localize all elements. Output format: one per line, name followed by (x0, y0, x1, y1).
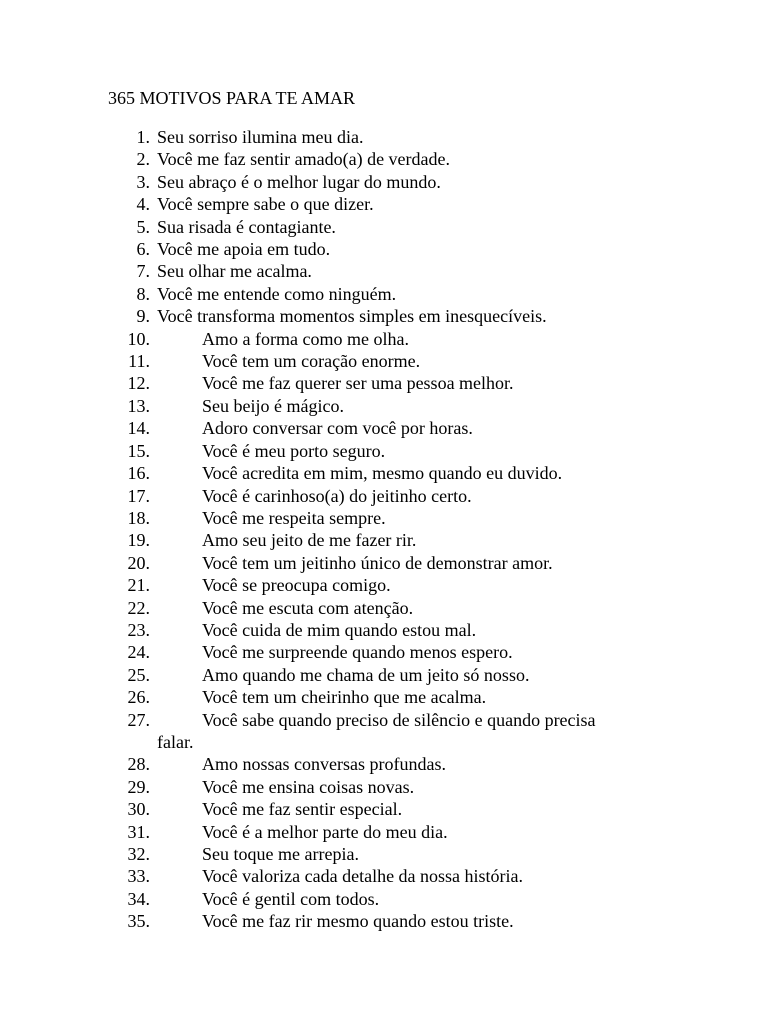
list-item-number: 5. (136, 216, 150, 237)
list-item-text: Seu sorriso ilumina meu dia. (157, 127, 364, 147)
list-item-text: Você cuida de mim quando estou mal. (202, 619, 477, 640)
list-item-text-continuation: falar. (157, 731, 194, 752)
list-item (0, 440, 768, 462)
list-item-number: 11. (128, 351, 150, 372)
list-item-text: Você é gentil com todos. (202, 888, 380, 909)
list-item (0, 843, 768, 865)
list-item-text: Sua risada é contagiante. (157, 216, 336, 237)
list-item-text: Você me escuta com atenção. (202, 597, 414, 618)
list-item-text: Você transforma momentos simples em inesquecíveis. (157, 306, 547, 327)
list-item (0, 776, 768, 798)
list-item-number: 10. (127, 328, 150, 349)
list-item-text: Você sempre sabe o que dizer. (157, 194, 374, 215)
list-item (0, 372, 768, 394)
list-item (0, 216, 768, 238)
list-item-number: 19. (127, 530, 150, 551)
list-item (0, 260, 768, 282)
list-item-text: Seu olhar me acalma. (157, 261, 312, 282)
list-item (0, 798, 768, 820)
list-item-number: 15. (127, 440, 150, 461)
list-item-number: 28. (127, 754, 150, 775)
list-item-text: Você me respeita sempre. (202, 507, 386, 528)
list-item (0, 238, 768, 260)
list-item (0, 283, 768, 305)
list-item (0, 305, 768, 327)
list-item (0, 641, 768, 663)
list-item-number: 6. (136, 239, 150, 260)
list-item (0, 686, 768, 708)
list-item-number: 13. (127, 395, 150, 416)
list-item-text: Você me surpreende quando menos espero. (202, 642, 513, 663)
list-item-text: Você tem um coração enorme. (202, 351, 421, 372)
list-item (0, 395, 768, 417)
list-item (0, 821, 768, 843)
list-item (0, 574, 768, 596)
list-item-number: 32. (127, 844, 150, 864)
list-item (0, 664, 768, 686)
list-item (0, 193, 768, 215)
list-item (0, 753, 768, 775)
list-item-text: Amo seu jeito de me fazer rir. (202, 530, 417, 551)
list-item (0, 507, 768, 529)
list-item-number: 31. (127, 821, 150, 842)
list-item-number: 30. (127, 799, 150, 820)
list-item-number: 23. (127, 619, 150, 640)
reasons-list (0, 126, 768, 933)
list-item-number: 33. (127, 866, 150, 887)
list-item-text: Você me entende como ninguém. (157, 283, 397, 304)
list-item-text: Você me ensina coisas novas. (202, 776, 415, 797)
list-item-number: 14. (127, 418, 150, 439)
list-item-number: 20. (127, 552, 150, 573)
list-item-text: Você é meu porto seguro. (202, 440, 386, 461)
list-item-number: 18. (127, 507, 150, 528)
list-item-number: 21. (127, 575, 150, 596)
list-item-text: Seu toque me arrepia. (202, 844, 359, 864)
list-item (0, 709, 768, 754)
list-item-number: 29. (127, 776, 150, 797)
list-item-text: Você acredita em mim, mesmo quando eu duvido. (202, 463, 563, 484)
list-item (0, 865, 768, 887)
list-item (0, 328, 768, 350)
list-item-text: Você tem um cheirinho que me acalma. (202, 687, 487, 708)
list-item (0, 619, 768, 641)
list-item-number: 34. (127, 888, 150, 909)
list-item-text: Amo quando me chama de um jeito só nosso. (202, 664, 530, 685)
list-item-number: 12. (127, 373, 150, 394)
list-item-text: Você sabe quando preciso de silêncio e quando precisa (202, 709, 596, 730)
list-item (0, 529, 768, 551)
list-item-text: Você é carinhoso(a) do jeitinho certo. (202, 485, 472, 506)
list-item-text: Você se preocupa comigo. (202, 575, 391, 596)
list-item-text: Você é a melhor parte do meu dia. (202, 821, 448, 842)
list-item-text: Você me apoia em tudo. (157, 239, 331, 260)
list-item (0, 597, 768, 619)
list-item-text: Adoro conversar com você por horas. (202, 418, 473, 439)
list-item-text: Você tem um jeitinho único de demonstrar amor. (202, 552, 553, 573)
list-item-text: Você me faz querer ser uma pessoa melhor. (202, 373, 514, 394)
list-item (0, 910, 768, 932)
list-item (0, 888, 768, 910)
list-item (0, 171, 768, 193)
list-item-text: Seu beijo é mágico. (202, 395, 344, 416)
list-item-number: 27. (127, 709, 150, 730)
list-item-text: Seu abraço é o melhor lugar do mundo. (157, 171, 441, 192)
list-item-text: Amo a forma como me olha. (202, 328, 409, 349)
list-item-number: 9. (136, 306, 150, 327)
list-item-text: Você me faz sentir amado(a) de verdade. (157, 149, 451, 170)
list-item-number: 8. (136, 283, 150, 304)
list-item-number: 4. (136, 194, 150, 215)
list-item-number: 2. (136, 149, 150, 170)
list-item-text: Você valoriza cada detalhe da nossa história. (202, 866, 524, 887)
list-item-number: 1. (136, 127, 150, 147)
list-item-number: 26. (127, 687, 150, 708)
list-item (0, 552, 768, 574)
list-item-number: 24. (127, 642, 150, 663)
list-item-number: 25. (127, 664, 150, 685)
list-item (0, 462, 768, 484)
list-item (0, 126, 768, 148)
list-item-text: Você me faz rir mesmo quando estou triste. (202, 911, 514, 932)
list-item (0, 148, 768, 170)
list-item-text: Você me faz sentir especial. (202, 799, 403, 820)
list-item-number: 22. (127, 597, 150, 618)
list-item-number: 35. (127, 911, 150, 932)
list-item (0, 485, 768, 507)
document-title: 365 MOTIVOS PARA TE AMAR (108, 88, 356, 108)
list-item-text: Amo nossas conversas profundas. (202, 754, 446, 775)
list-item (0, 417, 768, 439)
list-item-number: 17. (127, 485, 150, 506)
list-item (0, 350, 768, 372)
list-item-number: 7. (136, 261, 150, 282)
list-item-number: 3. (136, 171, 150, 192)
list-item-number: 16. (127, 463, 150, 484)
